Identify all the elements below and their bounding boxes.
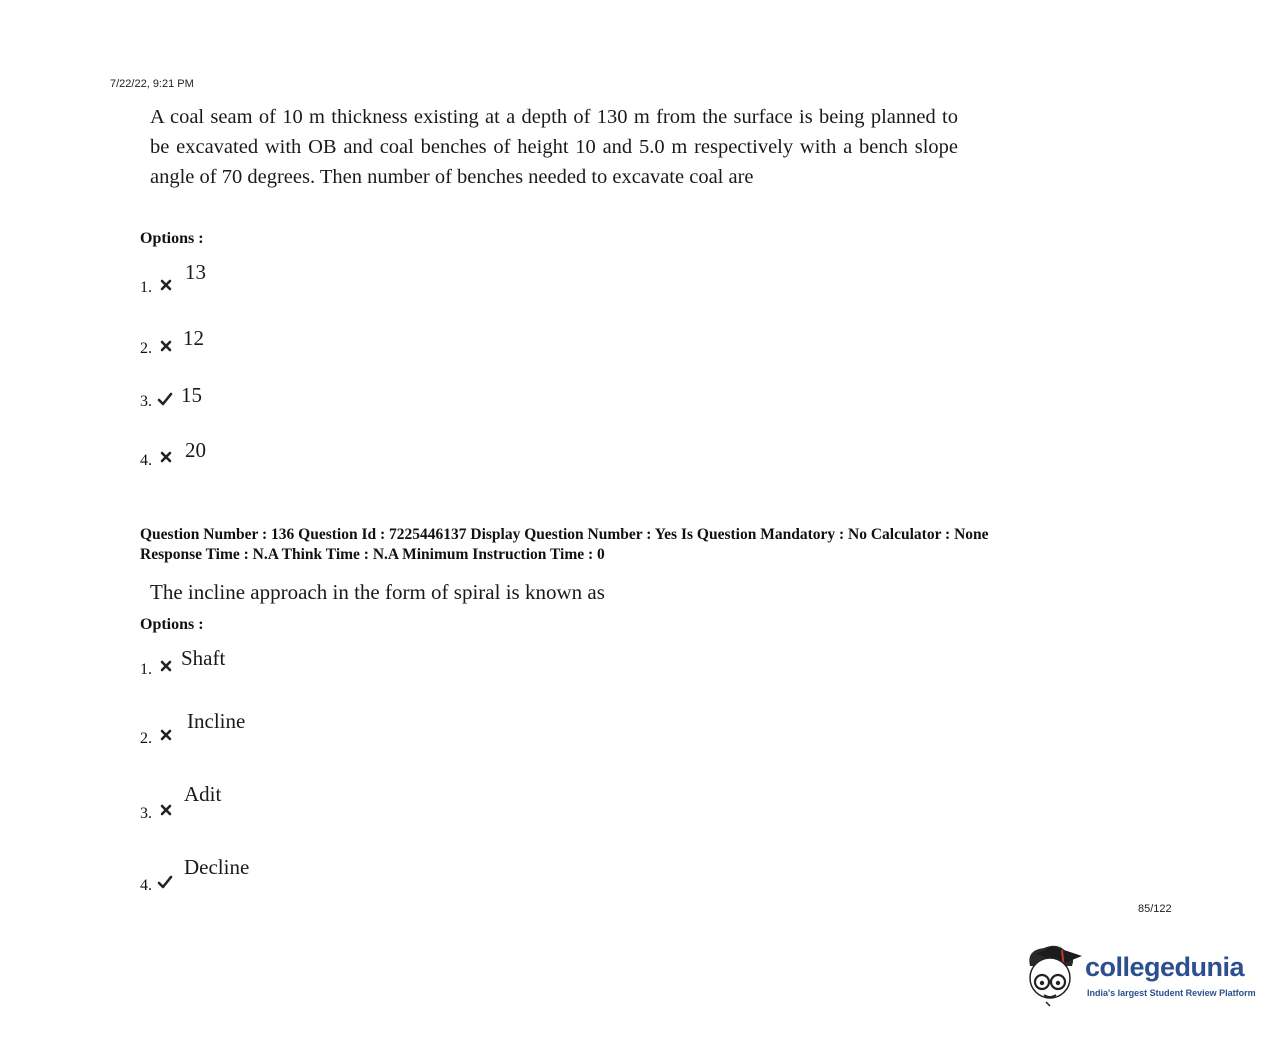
question-text: The incline approach in the form of spiral is known as <box>150 580 605 604</box>
cross-icon <box>158 339 174 353</box>
option-number: 1. <box>140 661 152 678</box>
cross-icon <box>158 728 174 742</box>
cross-icon <box>158 450 174 464</box>
option-value: Incline <box>187 709 246 733</box>
question-text: A coal seam of 10 m thickness existing at a depth of 130 m from the surface is being planned to be excavated with OB and coal benches of height 10 and 5.0 m respectively with a bench slope angle of 70 degrees. Then number of benches needed to excavate coal are <box>150 106 958 188</box>
question-metadata-line: Question Number : 136 Question Id : 7225446137 Display Question Number : Yes Is Question Mandatory : No Calculator : None <box>140 526 989 543</box>
option-value: Decline <box>184 855 250 879</box>
question-metadata-line: Response Time : N.A Think Time : N.A Minimum Instruction Time : 0 <box>140 546 605 563</box>
cross-icon <box>158 278 174 292</box>
option-value: 13 <box>185 260 206 284</box>
option-value: Adit <box>184 782 222 806</box>
option-number: 3. <box>140 393 152 410</box>
option-number: 4. <box>140 877 152 894</box>
option-number: 1. <box>140 279 152 296</box>
option-number: 2. <box>140 340 152 357</box>
options-label: Options : <box>140 230 204 247</box>
option-number: 2. <box>140 730 152 747</box>
brand-logo-text: collegedunia <box>1085 952 1245 982</box>
option-number: 3. <box>140 805 152 822</box>
option-number: 4. <box>140 452 152 469</box>
question-metadata <box>140 525 1140 565</box>
brand-tagline: India's largest Student Review Platform <box>1087 988 1256 998</box>
page-number: 85/122 <box>1138 903 1172 915</box>
option-value: 15 <box>181 383 202 407</box>
cross-icon <box>158 803 174 817</box>
cross-icon <box>158 659 174 673</box>
option-value: 12 <box>183 326 204 350</box>
print-timestamp: 7/22/22, 9:21 PM <box>110 78 194 90</box>
options-label: Options : <box>140 616 204 633</box>
option-value: Shaft <box>181 646 226 670</box>
check-icon <box>157 392 173 406</box>
check-icon <box>157 875 173 889</box>
student-mascot-icon <box>1022 940 1084 1008</box>
option-value: 20 <box>185 438 206 462</box>
